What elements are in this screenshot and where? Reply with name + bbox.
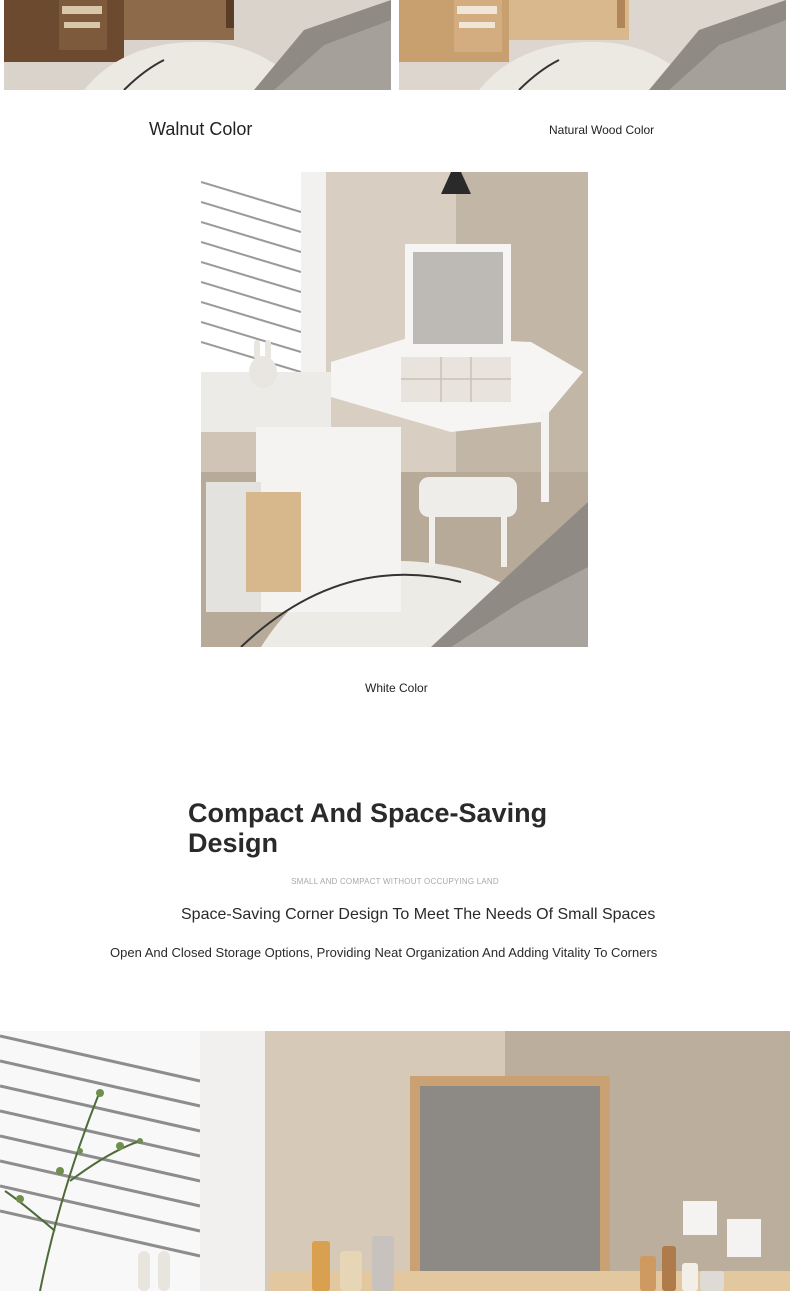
section-heading bbox=[188, 798, 568, 858]
natural-wood-vanity-photo bbox=[399, 0, 786, 90]
section-subtitle: SMALL AND COMPACT WITHOUT OCCUPYING LAND bbox=[291, 877, 499, 886]
white-vanity-photo bbox=[201, 172, 588, 647]
section-heading-line-2: Design bbox=[188, 828, 279, 858]
natural-wood-color-label: Natural Wood Color bbox=[549, 123, 655, 137]
walnut-vanity-photo bbox=[4, 0, 391, 90]
feature-line-corner-design: Space-Saving Corner Design To Meet The Needs Of Small Spaces bbox=[181, 906, 656, 923]
section-heading-line-1: Compact And Space-Saving bbox=[188, 798, 548, 828]
white-color-label: White Color bbox=[365, 681, 428, 695]
feature-line-storage-options: Open And Closed Storage Options, Providing Neat Organization And Adding Vitality To Corners bbox=[110, 945, 658, 960]
natural-wood-vanity-hero-photo bbox=[0, 1031, 790, 1291]
walnut-color-label: Walnut Color bbox=[149, 119, 253, 139]
